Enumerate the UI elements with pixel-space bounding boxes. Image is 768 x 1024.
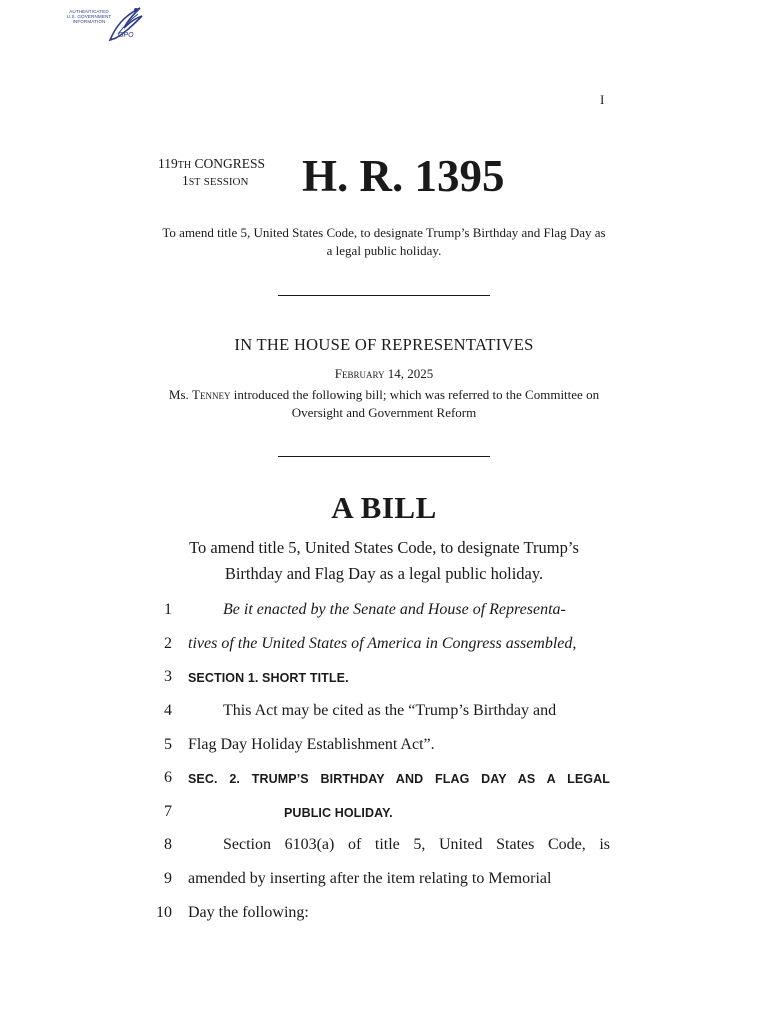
page-marker: I xyxy=(600,92,605,107)
body-line: Flag Day Holiday Establishment Act”. xyxy=(188,736,435,753)
enacting-clause-line: tives of the United States of America in Congress assembled, xyxy=(188,635,577,652)
body-line: Section 6103(a) of title 5, United States Code, is xyxy=(223,836,610,853)
chamber-heading: IN THE HOUSE OF REPRESENTATIVES xyxy=(234,335,534,354)
referral-text: introduced the following bill; which was referred to the Committee on Oversight and Government Reform xyxy=(233,387,600,420)
congress-word: CONGRESS xyxy=(194,156,265,171)
line-number: 4 xyxy=(164,702,172,719)
section-heading-continued: PUBLIC HOLIDAY. xyxy=(284,806,393,820)
session-suffix: ST xyxy=(188,177,201,188)
session-line xyxy=(158,173,265,190)
line-number: 7 xyxy=(164,803,172,820)
body-line: amended by inserting after the item relating to Memorial xyxy=(188,870,552,887)
line-number: 2 xyxy=(164,635,172,652)
section-heading: SEC. 2. TRUMP’S BIRTHDAY AND FLAG DAY AS A LEGAL xyxy=(188,772,610,786)
gpo-seal xyxy=(60,4,150,48)
line-number: 6 xyxy=(164,769,172,786)
line-number: 3 xyxy=(164,668,172,685)
session-number: 1 xyxy=(182,173,189,188)
divider xyxy=(278,456,490,457)
congress-line xyxy=(158,156,265,173)
seal-line: INFORMATION xyxy=(72,19,106,24)
bill-number: H. R. 1395 xyxy=(302,151,505,201)
introduction-statement xyxy=(160,386,608,422)
line-number: 9 xyxy=(164,870,172,887)
congress-suffix: TH xyxy=(177,160,192,171)
line-number: 10 xyxy=(156,904,172,921)
short-purpose: To amend title 5, United States Code, to designate Trump’s Birthday and Flag Day as a legal public holiday. xyxy=(162,225,606,258)
section-heading: SECTION 1. SHORT TITLE. xyxy=(188,671,349,685)
congress-session xyxy=(158,156,265,190)
seal-line: AUTHENTICATED xyxy=(69,9,109,14)
line-number: 8 xyxy=(164,836,172,853)
bill-heading: A BILL xyxy=(331,490,437,525)
body-line: Day the following: xyxy=(188,904,309,921)
congress-number: 119 xyxy=(158,156,178,171)
sponsor-prefix: Ms. xyxy=(168,387,189,402)
introduced-date: February 14, 2025 xyxy=(334,366,434,381)
seal-abbrev: GPO xyxy=(118,32,134,39)
long-title: To amend title 5, United States Code, to designate Trump’s Birthday and Flag Day as a legal public holiday. xyxy=(189,538,579,583)
line-number: 1 xyxy=(164,601,172,618)
sponsor-name: Tenney xyxy=(192,387,231,402)
divider xyxy=(278,295,490,296)
body-line: This Act may be cited as the “Trump’s Birthday and xyxy=(223,702,557,719)
line-number: 5 xyxy=(164,736,172,753)
enacting-clause-line: Be it enacted by the Senate and House of Representa- xyxy=(223,601,566,618)
session-word: SESSION xyxy=(203,176,249,188)
seal-line: U.S. GOVERNMENT xyxy=(66,14,112,19)
